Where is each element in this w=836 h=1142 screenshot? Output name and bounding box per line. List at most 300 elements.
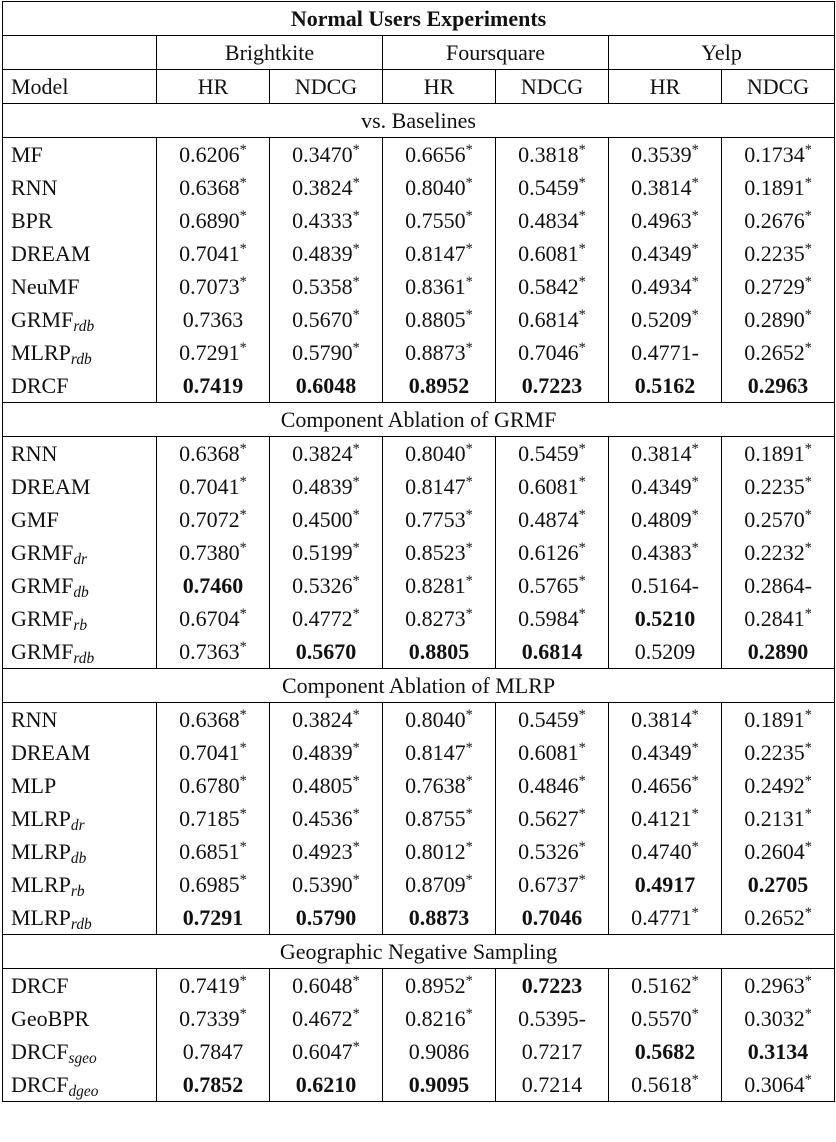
metric-value-cell xyxy=(609,736,722,769)
metric-value: 0.4772 xyxy=(292,605,353,631)
significance-marker: * xyxy=(578,838,586,855)
metric-value: 0.9086 xyxy=(408,1038,470,1064)
model-variant-subscript: sgeo xyxy=(68,1049,97,1067)
metric-value-cell xyxy=(722,171,835,204)
significance-marker: * xyxy=(691,306,699,323)
metric-value: 0.9095 xyxy=(408,1071,470,1097)
metric-value: 0.6081 xyxy=(518,240,579,266)
metric-value: 0.8709 xyxy=(405,871,466,897)
metric-value-cell xyxy=(722,703,835,737)
significance-marker: * xyxy=(465,838,473,855)
model-name: MLP xyxy=(11,772,57,798)
significance-marker: * xyxy=(804,1071,812,1088)
model-name-cell xyxy=(3,138,157,172)
significance-marker: * xyxy=(691,772,699,789)
metric-value-cell xyxy=(609,703,722,737)
metric-value-cell xyxy=(722,204,835,237)
significance-marker: * xyxy=(239,506,247,523)
metric-value: 0.5682 xyxy=(634,1038,696,1064)
significance-marker: * xyxy=(578,306,586,323)
model-name: DRCF xyxy=(11,972,69,998)
model-name: DREAM xyxy=(11,739,91,765)
metric-value-cell xyxy=(496,1002,609,1035)
metric-value-cell xyxy=(383,569,496,602)
model-name-cell xyxy=(3,536,157,569)
metric-value-cell xyxy=(157,336,270,369)
metric-value-cell xyxy=(609,437,722,471)
significance-marker: * xyxy=(239,440,247,457)
model-variant-subscript: rdb xyxy=(73,649,95,667)
metric-value-cell xyxy=(270,802,383,835)
significance-marker: * xyxy=(465,539,473,556)
metric-value: 0.1734 xyxy=(744,141,805,167)
metric-value-cell xyxy=(609,138,722,172)
significance-marker: * xyxy=(239,871,247,888)
metric-value: 0.3470 xyxy=(292,141,353,167)
metric-value-cell xyxy=(496,602,609,635)
significance-marker: * xyxy=(352,972,360,989)
metric-value-cell xyxy=(157,736,270,769)
metric-value-cell xyxy=(722,1002,835,1035)
metric-value: 0.4333 xyxy=(292,207,353,233)
significance-marker: * xyxy=(804,506,812,523)
metric-value-cell xyxy=(722,802,835,835)
significance-marker: * xyxy=(691,1005,699,1022)
significance-marker: * xyxy=(691,706,699,723)
model-name-cell xyxy=(3,602,157,635)
metric-value-cell xyxy=(270,901,383,935)
metric-value: 0.8147 xyxy=(405,473,466,499)
metric-value-cell xyxy=(722,769,835,802)
model-name: GMF xyxy=(11,506,59,532)
significance-marker: * xyxy=(465,739,473,756)
significance-marker: * xyxy=(352,207,360,224)
table-row xyxy=(3,835,835,868)
table-row xyxy=(3,868,835,901)
metric-value: 0.8952 xyxy=(405,972,466,998)
metric-value: 0.7223 xyxy=(521,972,583,998)
model-name-cell xyxy=(3,901,157,935)
significance-marker: * xyxy=(578,706,586,723)
table-row xyxy=(3,369,835,403)
metric-value: 0.8805 xyxy=(405,306,466,332)
metric-value: 0.4672 xyxy=(292,1005,353,1031)
metric-value-cell xyxy=(157,868,270,901)
metric-value-cell xyxy=(609,901,722,935)
metric-value-cell xyxy=(496,171,609,204)
metric-value: 0.5618 xyxy=(631,1071,692,1097)
metric-value-cell xyxy=(157,569,270,602)
significance-marker: * xyxy=(691,240,699,257)
significance-marker: * xyxy=(578,273,586,290)
model-name: MLRP xyxy=(11,339,71,365)
metric-value-cell xyxy=(496,802,609,835)
significance-marker: * xyxy=(465,306,473,323)
metric-value: 0.2652 xyxy=(744,339,805,365)
metric-value: 0.3032 xyxy=(744,1005,805,1031)
metric-value: 0.7073 xyxy=(179,273,240,299)
metric-value: 0.4809 xyxy=(631,506,692,532)
significance-marker: * xyxy=(352,141,360,158)
metric-value-cell xyxy=(722,138,835,172)
metric-value: 0.3824 xyxy=(292,440,353,466)
metric-header: NDCG xyxy=(722,70,835,104)
metric-value-cell xyxy=(722,303,835,336)
significance-marker: * xyxy=(465,805,473,822)
significance-marker: * xyxy=(239,473,247,490)
metric-value: 0.4834 xyxy=(518,207,579,233)
metric-value-cell xyxy=(157,138,270,172)
table-body xyxy=(3,104,835,1102)
model-name: BPR xyxy=(11,207,53,233)
metric-value-cell xyxy=(270,171,383,204)
significance-marker: * xyxy=(804,240,812,257)
metric-value-cell xyxy=(383,470,496,503)
metric-value: 0.5790 xyxy=(295,904,357,930)
table-row xyxy=(3,336,835,369)
metric-value-cell xyxy=(722,969,835,1003)
empty-header-cell xyxy=(3,36,157,70)
model-name-cell xyxy=(3,336,157,369)
metric-value-cell xyxy=(496,736,609,769)
metric-value: 0.2235 xyxy=(744,473,805,499)
metric-value-cell xyxy=(383,602,496,635)
metric-value: 0.8147 xyxy=(405,739,466,765)
metric-value: 0.4839 xyxy=(292,739,353,765)
metric-value: 0.5459 xyxy=(518,174,579,200)
significance-marker: * xyxy=(804,440,812,457)
significance-marker: * xyxy=(691,805,699,822)
metric-value: 0.7852 xyxy=(182,1071,244,1097)
metric-value-cell xyxy=(157,703,270,737)
model-name: MLRP xyxy=(11,904,71,930)
table-row xyxy=(3,303,835,336)
significance-marker: * xyxy=(578,739,586,756)
metric-value: 0.7847 xyxy=(182,1038,244,1064)
model-variant-subscript: rdb xyxy=(70,915,92,933)
table-row xyxy=(3,536,835,569)
metric-value: 0.4846 xyxy=(518,772,579,798)
metric-value-cell xyxy=(496,503,609,536)
metric-value-cell xyxy=(270,503,383,536)
metric-value: 0.6851 xyxy=(179,838,240,864)
significance-marker: * xyxy=(352,838,360,855)
metric-value: 0.7550 xyxy=(405,207,466,233)
metric-value-cell xyxy=(383,802,496,835)
metric-value: 0.4917 xyxy=(634,871,696,897)
metric-value: 0.8361 xyxy=(405,273,466,299)
model-name-cell xyxy=(3,769,157,802)
metric-value: 0.8040 xyxy=(405,440,466,466)
model-name-cell xyxy=(3,736,157,769)
table-row xyxy=(3,969,835,1003)
significance-marker: * xyxy=(352,805,360,822)
metric-value: 0.7339 xyxy=(179,1005,240,1031)
metric-value-cell xyxy=(722,569,835,602)
model-name-cell xyxy=(3,437,157,471)
significance-marker: * xyxy=(239,772,247,789)
significance-marker: * xyxy=(578,871,586,888)
significance-marker: * xyxy=(578,440,586,457)
model-name-cell xyxy=(3,237,157,270)
metric-value: 0.6814 xyxy=(521,638,583,664)
metric-value: 0.2676 xyxy=(744,207,805,233)
model-name: GRMF xyxy=(11,638,74,664)
metric-value: 0.8805 xyxy=(408,638,470,664)
metric-value-cell xyxy=(383,635,496,669)
metric-value: 0.4771 xyxy=(631,904,692,930)
metric-value-cell xyxy=(270,369,383,403)
metric-value: 0.7380 xyxy=(179,539,240,565)
significance-marker: * xyxy=(578,207,586,224)
significance-marker: * xyxy=(352,1005,360,1022)
significance-marker: * xyxy=(239,972,247,989)
significance-marker: * xyxy=(578,805,586,822)
metric-value-cell xyxy=(722,470,835,503)
model-variant-subscript: db xyxy=(70,849,87,867)
significance-marker: * xyxy=(352,706,360,723)
metric-value-cell xyxy=(383,969,496,1003)
table-row xyxy=(3,270,835,303)
significance-marker: * xyxy=(691,141,699,158)
metric-value-cell xyxy=(496,270,609,303)
metric-value-cell xyxy=(383,437,496,471)
metric-value: 0.2705 xyxy=(747,871,809,897)
metric-value: 0.4934 xyxy=(631,273,692,299)
metric-value-cell xyxy=(270,204,383,237)
metric-value: 0.7041 xyxy=(179,739,240,765)
significance-marker: * xyxy=(239,207,247,224)
table-row xyxy=(3,703,835,737)
metric-value-cell xyxy=(609,536,722,569)
metric-value: 0.7419 xyxy=(179,972,240,998)
model-name: GRMF xyxy=(11,539,74,565)
significance-marker: * xyxy=(691,506,699,523)
metric-value: 0.2131 xyxy=(744,805,805,831)
metric-value-cell xyxy=(383,270,496,303)
metric-value-cell xyxy=(609,270,722,303)
significance-marker: * xyxy=(352,273,360,290)
metric-value-cell xyxy=(270,1035,383,1068)
metric-value-cell xyxy=(496,470,609,503)
metric-value-cell xyxy=(496,536,609,569)
metric-value: 0.6704 xyxy=(179,605,240,631)
model-name-cell xyxy=(3,1035,157,1068)
metric-value: 0.7638 xyxy=(405,772,466,798)
significance-marker: * xyxy=(804,805,812,822)
metric-header: NDCG xyxy=(496,70,609,104)
significance-marker: * xyxy=(352,572,360,589)
metric-value-cell xyxy=(157,369,270,403)
metric-value-cell xyxy=(609,802,722,835)
metric-value-cell xyxy=(722,237,835,270)
metric-value: 0.6048 xyxy=(295,372,357,398)
metric-value-cell xyxy=(496,336,609,369)
model-name-cell xyxy=(3,369,157,403)
metric-value: 0.2604 xyxy=(744,838,805,864)
significance-marker: * xyxy=(465,339,473,356)
metric-value: 0.2890 xyxy=(747,638,809,664)
metric-value: 0.5390 xyxy=(292,871,353,897)
table-row xyxy=(3,802,835,835)
metric-value-cell xyxy=(270,736,383,769)
significance-marker: * xyxy=(465,605,473,622)
metric-header: HR xyxy=(383,70,496,104)
metric-value-cell xyxy=(722,336,835,369)
significance-marker: * xyxy=(352,506,360,523)
significance-marker: * xyxy=(352,539,360,556)
significance-marker: * xyxy=(578,539,586,556)
table-row xyxy=(3,503,835,536)
significance-marker: * xyxy=(804,605,812,622)
metric-value: 0.7363 xyxy=(182,306,244,332)
metric-value-cell xyxy=(609,868,722,901)
metric-value: 0.4771- xyxy=(631,339,699,365)
significance-marker: * xyxy=(465,772,473,789)
metric-value-cell xyxy=(722,1035,835,1068)
significance-marker: * xyxy=(578,141,586,158)
metric-value-cell xyxy=(157,536,270,569)
metric-value-cell xyxy=(383,171,496,204)
metric-value: 0.6081 xyxy=(518,739,579,765)
model-name: DRCF xyxy=(11,372,69,398)
metric-value-cell xyxy=(609,1035,722,1068)
table-row xyxy=(3,635,835,669)
metric-value-cell xyxy=(157,270,270,303)
metric-value: 0.5459 xyxy=(518,440,579,466)
model-variant-subscript: rdb xyxy=(70,350,92,368)
metric-value-cell xyxy=(157,835,270,868)
metric-value-cell xyxy=(722,270,835,303)
metric-value-cell xyxy=(270,270,383,303)
metric-value-cell xyxy=(496,969,609,1003)
metric-value: 0.5670 xyxy=(295,638,357,664)
significance-marker: * xyxy=(239,174,247,191)
model-name: MLRP xyxy=(11,871,71,897)
metric-value-cell xyxy=(270,437,383,471)
significance-marker: * xyxy=(465,207,473,224)
metric-value-cell xyxy=(722,602,835,635)
metric-value-cell xyxy=(496,369,609,403)
metric-value-cell xyxy=(157,437,270,471)
metric-value-cell xyxy=(383,703,496,737)
significance-marker: * xyxy=(239,539,247,556)
significance-marker: * xyxy=(578,240,586,257)
model-variant-subscript: dr xyxy=(73,550,88,568)
significance-marker: * xyxy=(465,572,473,589)
metric-value: 0.6737 xyxy=(518,871,579,897)
significance-marker: * xyxy=(691,904,699,921)
significance-marker: * xyxy=(578,605,586,622)
significance-marker: * xyxy=(352,339,360,356)
metric-value: 0.8012 xyxy=(405,838,466,864)
metric-header: HR xyxy=(609,70,722,104)
metric-value-cell xyxy=(383,1068,496,1102)
metric-value: 0.3539 xyxy=(631,141,692,167)
metric-value: 0.4839 xyxy=(292,240,353,266)
metric-value: 0.4874 xyxy=(518,506,579,532)
metric-value-cell xyxy=(722,437,835,471)
metric-value-cell xyxy=(270,769,383,802)
significance-marker: * xyxy=(691,273,699,290)
metric-value: 0.7185 xyxy=(179,805,240,831)
metric-value-cell xyxy=(722,835,835,868)
model-name: NeuMF xyxy=(11,273,80,299)
significance-marker: * xyxy=(239,739,247,756)
metric-value: 0.3824 xyxy=(292,706,353,732)
metric-value: 0.5459 xyxy=(518,706,579,732)
metric-value: 0.2235 xyxy=(744,739,805,765)
metric-value-cell xyxy=(496,1035,609,1068)
dataset-header-foursquare: Foursquare xyxy=(383,36,609,70)
metric-value-cell xyxy=(722,1068,835,1102)
model-name: MLRP xyxy=(11,838,71,864)
metric-value: 0.5842 xyxy=(518,273,579,299)
metric-value: 0.5209 xyxy=(634,638,696,664)
metric-value: 0.3134 xyxy=(747,1038,809,1064)
metric-value: 0.5162 xyxy=(631,972,692,998)
model-name-cell xyxy=(3,204,157,237)
metric-value-cell xyxy=(496,303,609,336)
metric-value-cell xyxy=(157,901,270,935)
model-name: GeoBPR xyxy=(11,1005,90,1031)
model-name: GRMF xyxy=(11,605,74,631)
significance-marker: * xyxy=(804,141,812,158)
model-name: RNN xyxy=(11,706,58,732)
metric-value: 0.4805 xyxy=(292,772,353,798)
metric-value: 0.2729 xyxy=(744,273,805,299)
metric-value: 0.6814 xyxy=(518,306,579,332)
metric-value-cell xyxy=(496,437,609,471)
significance-marker: * xyxy=(578,772,586,789)
metric-value-cell xyxy=(496,769,609,802)
metric-value: 0.5570 xyxy=(631,1005,692,1031)
model-column-header: Model xyxy=(3,70,157,104)
metric-value-cell xyxy=(270,569,383,602)
significance-marker: * xyxy=(691,440,699,457)
table-row xyxy=(3,237,835,270)
metric-value-cell xyxy=(609,369,722,403)
metric-value: 0.7214 xyxy=(521,1071,583,1097)
significance-marker: * xyxy=(804,539,812,556)
metric-value: 0.7041 xyxy=(179,473,240,499)
metric-value: 0.7419 xyxy=(182,372,244,398)
model-variant-subscript: db xyxy=(73,583,89,601)
significance-marker: * xyxy=(352,240,360,257)
metric-value-cell xyxy=(609,503,722,536)
metric-value: 0.5670 xyxy=(292,306,353,332)
section-header: Component Ablation of GRMF xyxy=(3,403,835,437)
metric-value-cell xyxy=(270,1068,383,1102)
metric-value: 0.8147 xyxy=(405,240,466,266)
significance-marker: * xyxy=(804,473,812,490)
metric-value-cell xyxy=(496,901,609,935)
metric-value-cell xyxy=(722,635,835,669)
table-row xyxy=(3,138,835,172)
significance-marker: * xyxy=(239,1005,247,1022)
metric-value: 0.3064 xyxy=(744,1071,805,1097)
metric-value-cell xyxy=(496,703,609,737)
metric-value: 0.5199 xyxy=(292,539,353,565)
significance-marker: * xyxy=(352,440,360,457)
metric-value: 0.5210 xyxy=(634,605,696,631)
metric-value-cell xyxy=(383,736,496,769)
metric-value-cell xyxy=(157,171,270,204)
metric-value-cell xyxy=(157,1002,270,1035)
metric-value: 0.6985 xyxy=(179,871,240,897)
metric-value-cell xyxy=(270,303,383,336)
metric-value-cell xyxy=(609,835,722,868)
